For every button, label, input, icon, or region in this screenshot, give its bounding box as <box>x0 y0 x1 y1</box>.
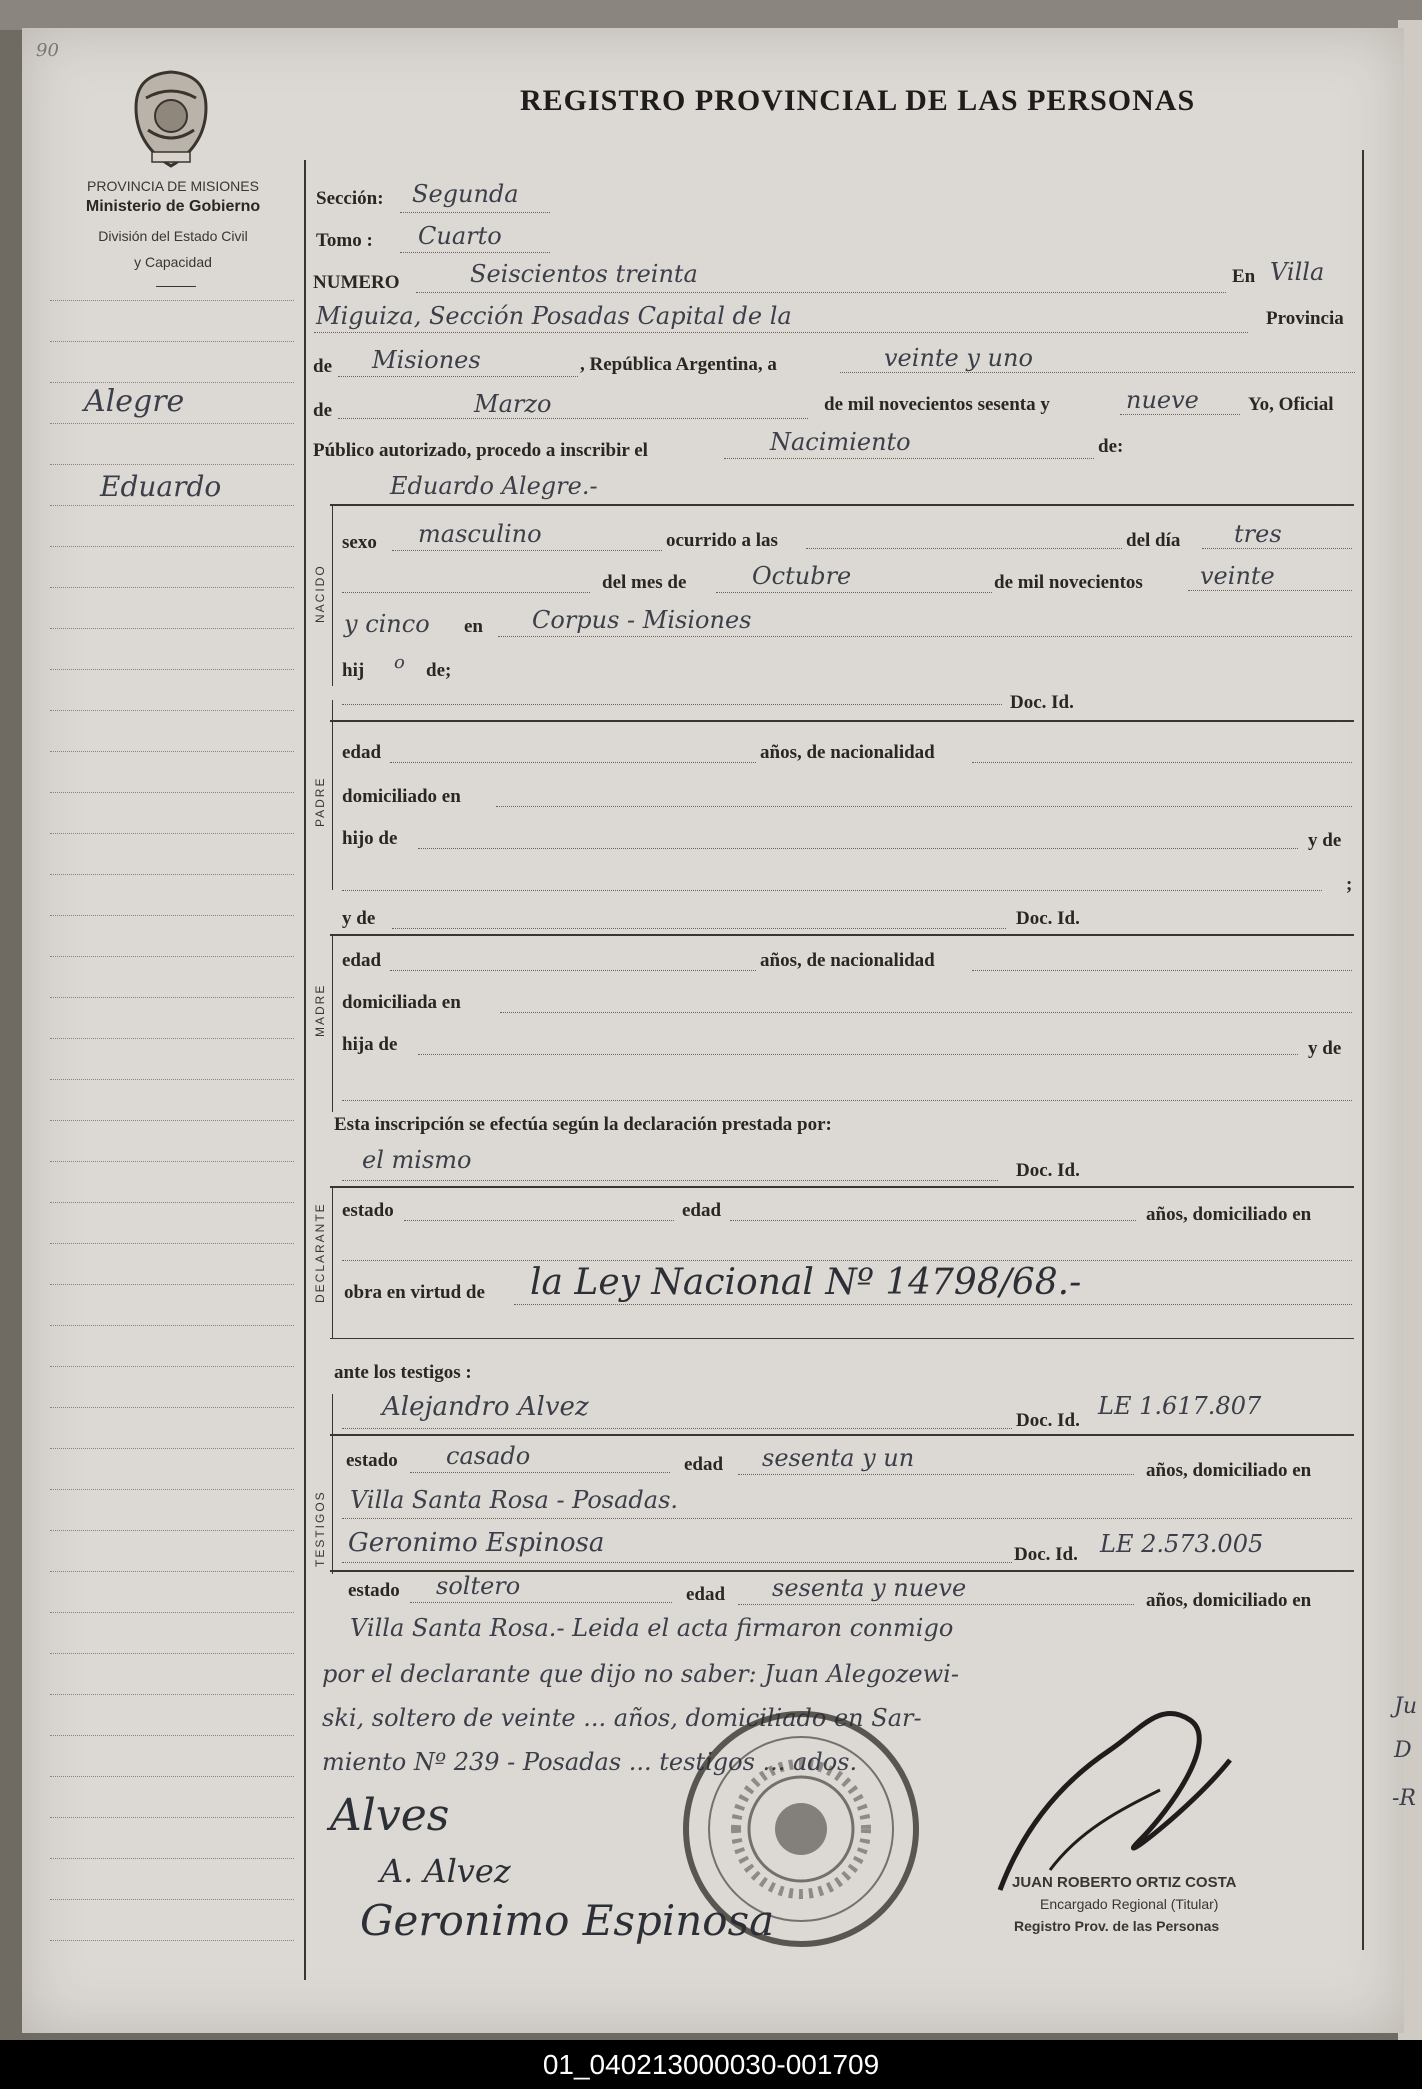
hij-de-label: de; <box>426 660 452 681</box>
margin-ruled-line <box>50 341 294 342</box>
dia-value: veinte y uno <box>884 344 1033 372</box>
margin-ruled-line <box>50 1858 294 1859</box>
padre-edad-label: edad <box>342 742 382 763</box>
locality-value: Miguiza, Sección Posadas Capital de la <box>316 302 792 330</box>
testigo-2-name-line <box>342 1562 1012 1563</box>
margin-ruled-line <box>50 1735 294 1736</box>
acta-note-2: ski, soltero de veinte ... años, domiciliado en Sar- <box>322 1704 922 1732</box>
padre-yde-label: y de <box>1308 830 1342 851</box>
margin-ruled-line <box>50 1694 294 1695</box>
margin-ruled-line <box>50 382 294 383</box>
lugar-line <box>498 636 1352 637</box>
nacido-top-rule <box>330 504 1354 506</box>
main-right-border <box>1362 150 1364 1950</box>
nacido-dia-value: tres <box>1234 520 1282 548</box>
madre-name-line <box>392 928 1006 929</box>
sexo-value: masculino <box>418 520 542 548</box>
madre-top-rule <box>330 934 1354 936</box>
margin-ruled-line <box>50 1653 294 1654</box>
margin-ruled-line <box>50 1612 294 1613</box>
margin-ruled-line <box>50 1079 294 1080</box>
margin-ruled-line <box>50 1366 294 1367</box>
margin-ruled-line <box>50 1325 294 1326</box>
de2-label: de <box>313 400 332 421</box>
mes-value: Marzo <box>474 390 552 418</box>
padre-semicolon: ; <box>1346 874 1353 895</box>
obra-value: la Ley Nacional Nº 14798/68.- <box>530 1262 1082 1303</box>
margin-ruled-line <box>50 505 294 506</box>
margin-ruled-line <box>50 587 294 588</box>
margin-ruled-line <box>50 1571 294 1572</box>
margin-ruled-line <box>50 956 294 957</box>
mil-label: de mil novecientos sesenta y <box>824 394 1050 415</box>
margin-ruled-line <box>50 1243 294 1244</box>
testigos-side-label: TESTIGOS <box>313 1490 327 1567</box>
declarante-domicilio-line <box>342 1260 1352 1261</box>
margin-ruled-line <box>50 1530 294 1531</box>
lugar-value: Corpus - Misiones <box>532 606 752 634</box>
testigo-1-estado-line <box>410 1472 670 1473</box>
official-name: JUAN ROBERTO ORTIZ COSTA <box>1012 1874 1237 1891</box>
seccion-label: Sección: <box>316 188 384 209</box>
header-divider <box>156 286 196 287</box>
testigo-1-anios-label: años, domiciliado en <box>1146 1460 1312 1481</box>
testigos-section-border <box>332 1394 333 1574</box>
obra-label: obra en virtud de <box>344 1282 485 1303</box>
margin-note-surname: Alegre <box>84 384 185 419</box>
declarante-edad-label: edad <box>682 1200 722 1221</box>
testigo-2-estado-value: soltero <box>436 1572 521 1600</box>
madre-yde2-label: y de <box>1308 1038 1342 1059</box>
division-name-1: División del Estado Civil <box>98 228 248 244</box>
nacido-section-border <box>332 506 333 686</box>
margin-ruled-line <box>50 1120 294 1121</box>
testigo-2-doc-label: Doc. Id. <box>1014 1544 1078 1565</box>
padre-top-rule <box>330 720 1354 722</box>
official-role: Encargado Regional (Titular) <box>1040 1896 1219 1912</box>
nacido-mes-value: Octubre <box>752 562 852 590</box>
hora-line <box>806 548 1122 549</box>
madre-anios-label: años, de nacionalidad <box>760 950 935 971</box>
testigos-intro: ante los testigos : <box>334 1362 472 1383</box>
tomo-value: Cuarto <box>418 222 502 250</box>
acta-note-1: por el declarante que dijo no saber: Juan Alegozewi- <box>322 1660 959 1688</box>
acto-line <box>724 458 1094 459</box>
testigo-1-nombre: Alejandro Alvez <box>382 1392 589 1422</box>
publico-label: Público autorizado, procedo a inscribir el <box>313 440 648 461</box>
padre-domicilio-label: domiciliado en <box>342 786 461 807</box>
margin-ruled-line <box>50 792 294 793</box>
margin-ruled-line <box>50 915 294 916</box>
en-lugar-label: en <box>464 616 483 637</box>
testigo-2-domicilio: Villa Santa Rosa.- Leida el acta firmaron conmigo <box>350 1614 954 1642</box>
main-left-border <box>304 160 306 1980</box>
margin-ruled-line <box>50 751 294 752</box>
madre-yde-label: y de <box>342 908 376 929</box>
margin-ruled-line <box>50 669 294 670</box>
anio-value: nueve <box>1126 386 1199 414</box>
margin-ruled-line <box>50 464 294 465</box>
numero-line <box>416 292 1226 293</box>
testigo-2-estado-label: estado <box>348 1580 400 1601</box>
testigo-1-estado-label: estado <box>346 1450 398 1471</box>
de-label: de <box>313 356 332 377</box>
margin-ruled-line <box>50 300 294 301</box>
nacido-side-label: NACIDO <box>313 564 327 623</box>
margin-ruled-line <box>50 1161 294 1162</box>
right-margin-note-3: -R <box>1392 1786 1416 1811</box>
declarante-bottom-rule <box>330 1338 1354 1339</box>
margin-ruled-line <box>50 1284 294 1285</box>
provincia-label: Provincia <box>1266 308 1344 329</box>
background-top <box>0 0 1422 30</box>
margin-ruled-line <box>50 1776 294 1777</box>
margin-ruled-line <box>50 997 294 998</box>
provincia-value: Misiones <box>372 346 481 374</box>
nacido-anio-value: veinte <box>1200 562 1275 590</box>
padre-side-label: PADRE <box>313 776 327 827</box>
padre-doc-label: Doc. Id. <box>1010 692 1074 713</box>
padre-domicilio-line <box>496 806 1352 807</box>
sexo-line <box>392 550 662 551</box>
right-margin-note-2: D <box>1394 1738 1412 1763</box>
de3-label: de: <box>1098 436 1124 457</box>
dia-line <box>840 372 1355 373</box>
testigo-1-edad-line <box>738 1474 1134 1475</box>
margin-ruled-line <box>50 1899 294 1900</box>
en-label: En <box>1232 266 1256 287</box>
signature-3: Geronimo Espinosa <box>360 1896 775 1945</box>
madre-blank-line <box>342 1100 1352 1101</box>
tomo-line <box>400 252 550 253</box>
corner-mark: 90 <box>36 40 59 61</box>
signature-1: Alves <box>330 1790 450 1841</box>
madre-side-label: MADRE <box>313 983 327 1037</box>
margin-ruled-line <box>50 1940 294 1941</box>
madre-domicilio-label: domiciliada en <box>342 992 461 1013</box>
declarante-edad-line <box>730 1220 1136 1221</box>
declarante-intro: Esta inscripción se efectúa según la declaración prestada por: <box>334 1114 832 1135</box>
signature-2: A. Alvez <box>380 1852 511 1890</box>
declarante-doc-label: Doc. Id. <box>1016 1160 1080 1181</box>
sexo-label: sexo <box>342 532 377 553</box>
testigo-1-edad-label: edad <box>684 1454 724 1475</box>
margin-ruled-line <box>50 710 294 711</box>
testigo-1-name-line <box>342 1428 1012 1429</box>
hij-suffix: o <box>394 652 405 673</box>
hij-label: hij <box>342 660 365 681</box>
declarante-section-border <box>332 1188 333 1338</box>
testigo-2-anios-label: años, domiciliado en <box>1146 1590 1312 1611</box>
testigo-1-doc-value: LE 1.617.807 <box>1098 1392 1262 1420</box>
right-margin-note-1: Ju <box>1394 1694 1417 1719</box>
testigo-1-rule <box>330 1434 1354 1436</box>
obra-line <box>514 1304 1352 1305</box>
tomo-label: Tomo : <box>316 230 373 251</box>
nacido-anio-line <box>1188 590 1352 591</box>
padre-name-line <box>342 704 1002 705</box>
padre-anios-label: años, de nacionalidad <box>760 742 935 763</box>
nacido-mes-line <box>716 592 992 593</box>
declarante-estado-line <box>404 1220 674 1221</box>
madre-domicilio-line <box>500 1012 1352 1013</box>
madre-hija-label: hija de <box>342 1034 398 1055</box>
declarante-side-label: DECLARANTE <box>313 1202 327 1303</box>
margin-ruled-line <box>50 423 294 424</box>
padre-edad-line <box>390 762 756 763</box>
province-name: PROVINCIA DE MISIONES <box>87 178 259 194</box>
nacido-dia-line <box>1202 548 1352 549</box>
madre-edad-line <box>390 970 756 971</box>
locality-line <box>314 332 1248 333</box>
seccion-value: Segunda <box>412 180 519 208</box>
testigo-2-nombre: Geronimo Espinosa <box>348 1528 605 1558</box>
padre-hijo-line <box>418 848 1298 849</box>
en-value: Villa <box>1270 258 1325 286</box>
padre-section-border <box>332 700 333 890</box>
declarante-nombre: el mismo <box>362 1146 472 1174</box>
acta-note-3: miento Nº 239 - Posadas ... testigos ... ados. <box>322 1748 858 1776</box>
madre-section-border <box>332 936 333 1112</box>
testigo-2-estado-line <box>410 1602 672 1603</box>
margin-ruled-line <box>50 1489 294 1490</box>
division-name-2: y Capacidad <box>134 254 212 270</box>
image-id-footer: 01_040213000030-001709 <box>0 2040 1422 2089</box>
del-mes-label: del mes de <box>602 572 687 593</box>
testigo-1-edad-value: sesenta y un <box>762 1444 915 1472</box>
blank-line-1 <box>342 592 590 593</box>
ministry-name: Ministerio de Gobierno <box>85 198 261 215</box>
testigo-1-doc-label: Doc. Id. <box>1016 1410 1080 1431</box>
testigo-1-domicilio-line <box>342 1518 1352 1519</box>
margin-ruled-line <box>50 1038 294 1039</box>
nacido-mil-label: de mil novecientos <box>994 572 1143 593</box>
del-dia-label: del día <box>1126 530 1181 551</box>
padre-nacionalidad-line <box>972 762 1352 763</box>
declarante-name-line <box>342 1180 998 1181</box>
declarante-top-rule <box>330 1186 1354 1188</box>
padre-blank-line <box>342 890 1322 891</box>
testigo-2-edad-line <box>738 1604 1134 1605</box>
seccion-line <box>400 212 550 213</box>
margin-ruled-line <box>50 833 294 834</box>
ocurrido-label: ocurrido a las <box>666 530 778 551</box>
margin-ruled-line <box>50 1202 294 1203</box>
coat-of-arms-icon <box>126 68 216 172</box>
madre-edad-label: edad <box>342 950 382 971</box>
document-title: REGISTRO PROVINCIAL DE LAS PERSONAS <box>520 84 1196 117</box>
oficial-label: Yo, Oficial <box>1248 394 1334 415</box>
testigo-2-edad-label: edad <box>686 1584 726 1605</box>
official-office: Registro Prov. de las Personas <box>1014 1918 1220 1934</box>
numero-value: Seiscientos treinta <box>470 260 698 288</box>
madre-nacionalidad-line <box>972 970 1352 971</box>
margin-ruled-line <box>50 874 294 875</box>
testigo-2-doc-value: LE 2.573.005 <box>1100 1530 1264 1558</box>
provincia-line <box>338 376 578 377</box>
mes-line <box>338 418 808 419</box>
nacido-anio2-value: y cinco <box>344 610 430 638</box>
madre-hija-line <box>418 1054 1298 1055</box>
margin-ruled-line <box>50 628 294 629</box>
declarante-estado-label: estado <box>342 1200 394 1221</box>
margin-note-name: Eduardo <box>100 470 222 503</box>
margin-ruled-line <box>50 1817 294 1818</box>
padre-hijo-label: hijo de <box>342 828 398 849</box>
margin-ruled-line <box>50 546 294 547</box>
testigo-2-edad-value: sesenta y nueve <box>772 1574 967 1602</box>
testigo-1-domicilio: Villa Santa Rosa - Posadas. <box>350 1486 679 1514</box>
testigo-1-estado-value: casado <box>446 1442 531 1470</box>
acto-value: Nacimiento <box>770 428 911 456</box>
margin-ruled-line <box>50 1448 294 1449</box>
anio-line <box>1120 414 1240 415</box>
margin-ruled-line <box>50 1407 294 1408</box>
declarante-anios-label: años, domiciliado en <box>1146 1204 1312 1225</box>
madre-doc-label: Doc. Id. <box>1016 908 1080 929</box>
numero-label: NUMERO <box>313 272 400 293</box>
republica-label: , República Argentina, a <box>580 354 777 375</box>
nombre-value: Eduardo Alegre.- <box>390 472 598 500</box>
